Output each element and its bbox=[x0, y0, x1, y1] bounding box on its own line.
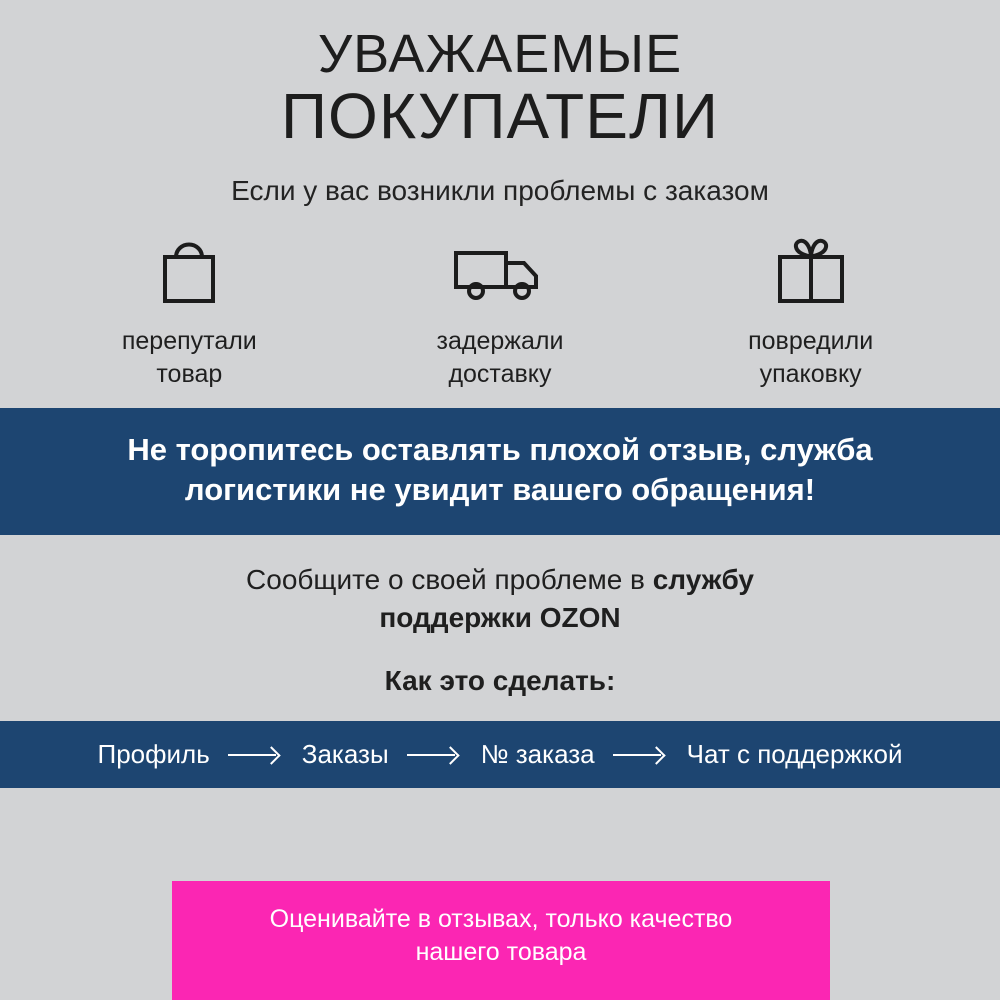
step-support-chat: Чат с поддержкой bbox=[686, 739, 903, 769]
instruction-text-bold: службу bbox=[652, 564, 754, 596]
problem-caption-wrong-goods bbox=[54, 325, 324, 390]
instruction-line-2 bbox=[0, 599, 1000, 637]
footer-banner bbox=[172, 881, 830, 1000]
problem-item-late-delivery bbox=[365, 233, 635, 390]
header bbox=[0, 0, 1000, 207]
footer-line-2: нашего товара bbox=[415, 938, 587, 967]
page-title-line-2: ПОКУПАТЕЛИ bbox=[281, 80, 719, 153]
arrow-right-icon bbox=[613, 746, 669, 764]
problem-caption-late-delivery bbox=[365, 325, 635, 390]
step-order-number: № заказа bbox=[480, 739, 595, 769]
instruction-block bbox=[0, 535, 1000, 697]
page-subtitle: Если у вас возникли проблемы с заказом bbox=[231, 175, 769, 207]
arrow-right-icon bbox=[228, 746, 284, 764]
problem-item-damaged-package bbox=[676, 233, 946, 390]
warning-line-2: логистики не увидит вашего обращения! bbox=[184, 471, 816, 507]
instruction-question: Как это сделать: bbox=[384, 665, 616, 696]
step-profile: Профиль bbox=[97, 739, 210, 769]
warning-line-1: Не торопитесь оставлять плохой отзыв, служба bbox=[127, 432, 873, 468]
instruction-line-1 bbox=[0, 561, 1000, 599]
problem-caption-line-1: задержали bbox=[436, 327, 564, 356]
problem-item-wrong-goods bbox=[54, 233, 324, 390]
steps-banner bbox=[0, 721, 1000, 788]
problem-icons-row bbox=[0, 233, 1000, 390]
page-title-line-1: УВАЖАЕМЫЕ bbox=[317, 24, 683, 84]
gift-box-icon bbox=[676, 233, 946, 313]
problem-caption-line-1: перепутали bbox=[121, 327, 257, 356]
problem-caption-line-2: доставку bbox=[448, 359, 552, 388]
problem-caption-line-2: упаковку bbox=[759, 359, 862, 388]
footer-line-1: Оценивайте в отзывах, только качество bbox=[269, 904, 733, 933]
problem-caption-damaged-package bbox=[676, 325, 946, 390]
problem-caption-line-2: товар bbox=[156, 359, 223, 388]
step-orders: Заказы bbox=[301, 739, 389, 769]
instruction-support-name: поддержки OZON bbox=[379, 602, 621, 634]
arrow-right-icon bbox=[407, 746, 463, 764]
shopping-bag-icon bbox=[54, 233, 324, 313]
instruction-text-plain: Сообщите о своей проблеме в bbox=[246, 564, 653, 596]
problem-caption-line-1: повредили bbox=[748, 327, 874, 356]
warning-banner bbox=[0, 408, 1000, 535]
delivery-truck-icon bbox=[365, 233, 635, 313]
